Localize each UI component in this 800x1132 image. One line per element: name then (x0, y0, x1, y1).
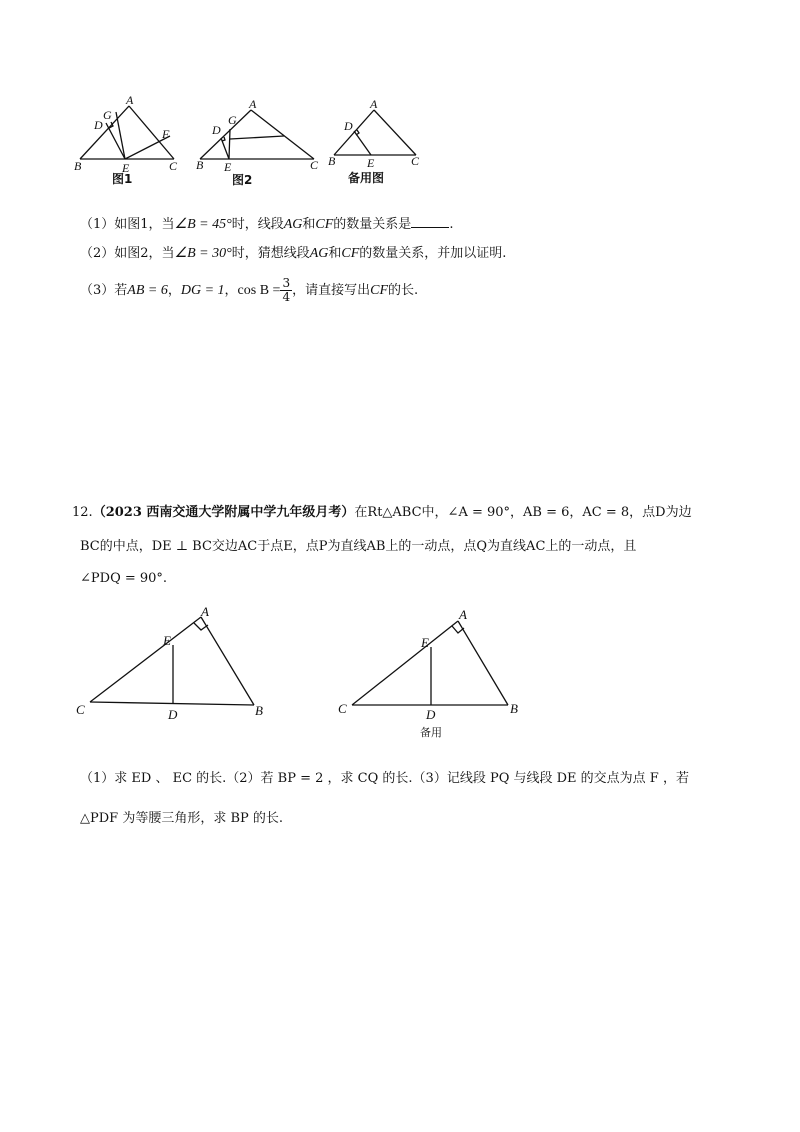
p12-spare-caption: 备用 (420, 726, 442, 739)
fig1-label-b: B (74, 159, 82, 173)
fig1-label-f: F (162, 127, 170, 141)
fig1-caption: 图1 (112, 172, 133, 186)
fig3-label-e: E (367, 156, 375, 170)
p12-statement-line1: 12.（2023 西南交通大学附属中学九年级月考）在Rt△ABC中，∠A = 90°，AB = 6，AC = 8，点D为边 (72, 505, 692, 520)
fig1-label-e: E (122, 161, 130, 175)
p12-questions-line2: △PDF 为等腰三角形，求 BP 的长. (80, 811, 284, 826)
p12-statement-line3: ∠PDQ = 90°. (80, 571, 168, 586)
fig2-label-a: A (249, 97, 257, 111)
fig1-label-g: G (103, 108, 112, 122)
fig2-caption: 图2 (232, 173, 253, 187)
p12-figure-spare (336, 605, 536, 740)
fig1-label-a: A (126, 93, 134, 107)
figure-1 (74, 92, 184, 187)
p12-spare-label-a: A (459, 607, 467, 622)
p12-spare-label-c: C (338, 701, 347, 716)
fraction-3-4: $\frac{3}{4}$ (282, 276, 291, 304)
fig2-label-e: E (224, 160, 232, 174)
p12-fig-label-c: C (76, 702, 85, 717)
p12-fig-label-d: D (168, 707, 178, 722)
p11-question-3: （3）若AB = 6，DG = 1，cos B = $\frac{3}{4}$ ，请直接写出CF的长. (80, 276, 419, 304)
p11-question-1: （1）如图1，当∠B = 45°时，线段AG和CF的数量关系是 . (80, 217, 454, 232)
fig3-label-a: A (370, 97, 378, 111)
figure-spare-top (326, 92, 426, 187)
p12-statement-line2: BC的中点，DE ⊥ BC交边AC于点E，点P为直线AB上的一动点，点Q为直线AC上的一动点，且 (80, 539, 637, 554)
p12-fig-label-a: A (201, 604, 209, 619)
fig2-label-c: C (310, 158, 319, 172)
fig2-label-d: D (212, 123, 221, 137)
p12-figure-main (76, 605, 276, 725)
figure-2 (196, 92, 326, 187)
p12-questions-line1: （1）求 ED 、 EC 的长.（2）若 BP = 2 ，求 CQ 的长.（3）记线段 PQ 与线段 DE 的交点为点 F ，若 (80, 771, 689, 786)
fig1-label-d: D (94, 118, 103, 132)
p12-spare-label-b: B (510, 701, 518, 716)
p12-spare-label-d: D (426, 707, 436, 722)
p11-question-2: （2）如图2，当∠B = 30°时，猜想线段AG和CF的数量关系，并加以证明. (80, 246, 507, 261)
answer-blank[interactable] (411, 215, 449, 228)
fig3-label-d: D (344, 119, 353, 133)
fig3-label-b: B (328, 154, 336, 168)
p12-fig-label-e: E (163, 633, 171, 648)
fig1-label-c: C (169, 159, 178, 173)
p12-spare-label-e: E (421, 635, 429, 650)
p12-fig-label-b: B (255, 703, 263, 718)
fig3-caption: 备用图 (348, 171, 385, 185)
fig2-label-g: G (228, 113, 237, 127)
fig2-label-b: B (196, 158, 204, 172)
fig3-label-c: C (411, 154, 420, 168)
